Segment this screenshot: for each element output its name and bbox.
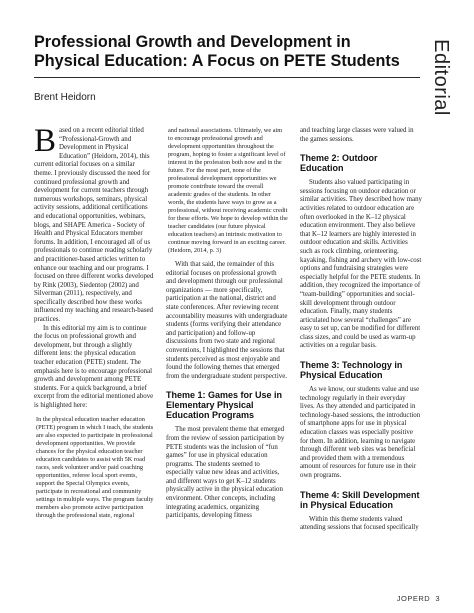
paragraph: The most prevalent theme that emerged from the review of session participation by PETE students was the inclusion of “fun games” for use in physical education programs. The students seemed to especially value new ideas and activities, and different ways to get K–12 students physically active in the physical education environment. Other concepts, including integrating academics, organizing participants, developing fitness [166,426,285,520]
page-number: 3 [435,594,440,603]
column-3 [300,127,422,533]
section-heading: Theme 1: Games for Use in Elementary Physical Education Programs [166,390,283,421]
paragraph: and teaching large classes were valued in the games sessions. [300,127,414,143]
column-2 [166,127,288,521]
section-heading: Theme 4: Skill Development in Physical Education [300,489,420,510]
section-label [418,28,462,126]
paragraph: Students also valued participating in sessions focusing on outdoor education or similar activities. They described how many activities related to outdoor education are often overlooked in the K–12 physical education environment. They also believe that K–12 learners are highly interested in outdoor education and skills. Activities such as rock climbing, orienteering, kayaking, fishing and archery with low-cost options and fundraising strategies were especially helpful for the PETE students. In addition, they recognized the importance of “team-building” opportunities and social-skill development through outdoor education. Finally, many students articulated how several “challenges” are easy to set up, can be modified for different class sizes, and could be used as warm-up activities on a regular basis. [300,179,422,350]
article-title: Professional Growth and Development in Physical Education: A Focus on PETE Students [34,33,400,70]
journal-name: JOPERD [396,594,431,603]
block-quote-continued: and national associations. Ultimately, we aim to encourage professional growth and development opportunities throughout the program, hoping to foster a significant level of interest in the profession both now and in the future. For the most part, none of the professional development opportunities we promote contribute toward the overall academic grades of the students. In other words, the students have ways to grow as a professional, without receiving academic credit for these efforts. We hope to develop within the teacher candidates (our future physical education teachers) an intrinsic motivation to continue moving forward in an exciting career. (Heidorn, 2014, p. 3) [168,127,288,254]
paragraph: In this editorial my aim is to continue the focus on professional growth and development, but through a slightly different lens: the physical education teacher education (PETE) student. The emphasis here is to encourage professional growth and development among PETE students. For a quick background, a brief excerpt from the editorial mentioned above is highlighted here: [34,324,154,409]
page-footer [397,594,440,603]
paragraph: As we know, our students value and use technology regularly in their everyday lives. As they attended and participated in technology-based sessions, the introduction of smartphone apps for use in physical education classes was especially positive for them. In addition, learning to navigate through different web sites was beneficial and provided them with a tremendous amount of resources for future use in their own programs. [300,386,421,479]
drop-cap: B [34,123,57,159]
section-heading: Theme 3: Technology in Physical Education [300,360,403,381]
title-rule [34,77,420,78]
paragraph: Within this theme students valued attending sessions that focused specifically [300,515,419,532]
paragraph: With that said, the remainder of this editorial focuses on professional growth and development through our professional organizations — more specifically, participation at the national, district and state conferences. After reviewing recent accountability measures with undergraduate students (forms verifying their attendance and participation) and follow-up discussions from two state and regional conventions, I highlighted the sessions that students perceived as most enjoyable and found the following themes that emerged from the undergraduate student perspective. [166,261,288,380]
author-name: Brent Heidorn [34,92,96,103]
section-label-text: Editorial [429,38,452,116]
intro-text: ased on a recent editorial titled “Professional-Growth and Development in Physical Education” (Heidorn, 2014), this current editorial focuses on a similar theme. I previously discussed the need for continued professional growth and development for current teachers through numerous workshops, seminars, physical activity sessions, additional certifications and educational opportunities, webinars, blogs, and SHAPE America - Society of Health and Physical Educators member forums. In addition, I encouraged all of us professionals to continue reading scholarly and practitioner-based articles written to enhance our teaching and our programs. I focused on three different works developed by Rink (2003), Siedentop (2002) and Silverman (2011), respectively, and specifically described how these works influenced my teaching and research-based practices. [34,127,154,324]
column-1 [34,123,154,520]
block-quote: In the physical education teacher education (PETE) program in which I teach, the students are also expected to participate in professional development opportunities. We provide chances for the physical education teacher education candidates to assist with 5K road races, seek volunteer and/or paid coaching opportunities, referee local sport events, support the Special Olympics events, participate in recreational and community settings in multiple ways. The program faculty members also promote active participation through the professional state, regional [36,415,154,519]
intro-paragraph [34,123,154,325]
section-heading: Theme 2: Outdoor Education [300,153,378,174]
